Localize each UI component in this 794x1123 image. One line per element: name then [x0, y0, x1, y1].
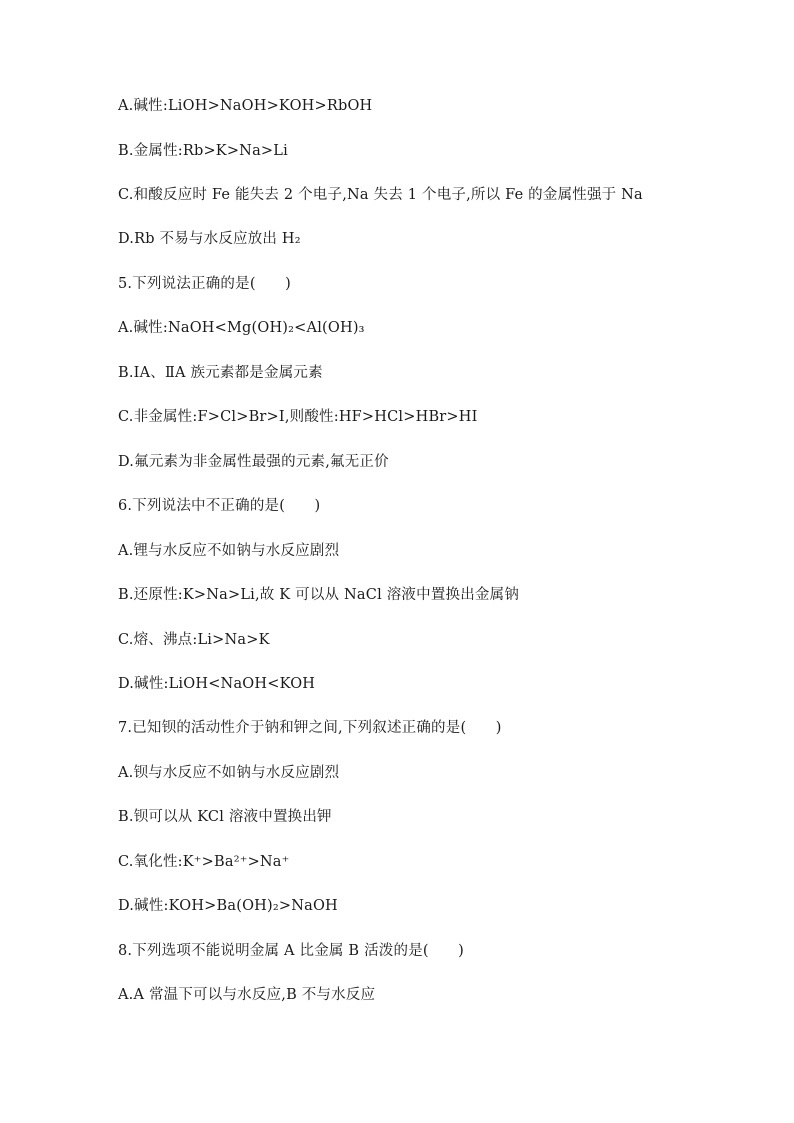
- q4-option-d: D.Rb 不易与水反应放出 H₂: [118, 231, 301, 247]
- q4-option-a: A.碱性:LiOH>NaOH>KOH>RbOH: [118, 98, 373, 114]
- q4-option-b: B.金属性:Rb>K>Na>Li: [118, 143, 288, 159]
- q6-option-a: A.锂与水反应不如钠与水反应剧烈: [118, 543, 340, 559]
- q7-option-c: C.氧化性:K⁺>Ba²⁺>Na⁺: [118, 854, 290, 870]
- q4-option-c: C.和酸反应时 Fe 能失去 2 个电子,Na 失去 1 个电子,所以 Fe 的金属性强于 Na: [118, 187, 643, 203]
- q5-option-a: A.碱性:NaOH<Mg(OH)₂<Al(OH)₃: [118, 320, 365, 336]
- question-7-stem: 7.已知钡的活动性介于钠和钾之间,下列叙述正确的是( ): [118, 720, 502, 736]
- question-8-stem: 8.下列选项不能说明金属 A 比金属 B 活泼的是( ): [118, 943, 465, 959]
- q6-option-d: D.碱性:LiOH<NaOH<KOH: [118, 676, 316, 692]
- q5-option-d: D.氟元素为非金属性最强的元素,氟无正价: [118, 454, 389, 470]
- q6-option-b: B.还原性:K>Na>Li,故 K 可以从 NaCl 溶液中置换出金属钠: [118, 587, 520, 603]
- q7-option-b: B.钡可以从 KCl 溶液中置换出钾: [118, 809, 332, 825]
- q5-option-c: C.非金属性:F>Cl>Br>I,则酸性:HF>HCl>HBr>HI: [118, 409, 478, 425]
- q5-option-b: B.ⅠA、ⅡA 族元素都是金属元素: [118, 365, 323, 381]
- question-5-stem: 5.下列说法正确的是( ): [118, 276, 291, 292]
- q7-option-d: D.碱性:KOH>Ba(OH)₂>NaOH: [118, 898, 338, 914]
- q6-option-c: C.熔、沸点:Li>Na>K: [118, 632, 270, 648]
- question-6-stem: 6.下列说法中不正确的是( ): [118, 498, 321, 514]
- q8-option-a: A.A 常温下可以与水反应,B 不与水反应: [118, 987, 376, 1003]
- q7-option-a: A.钡与水反应不如钠与水反应剧烈: [118, 765, 340, 781]
